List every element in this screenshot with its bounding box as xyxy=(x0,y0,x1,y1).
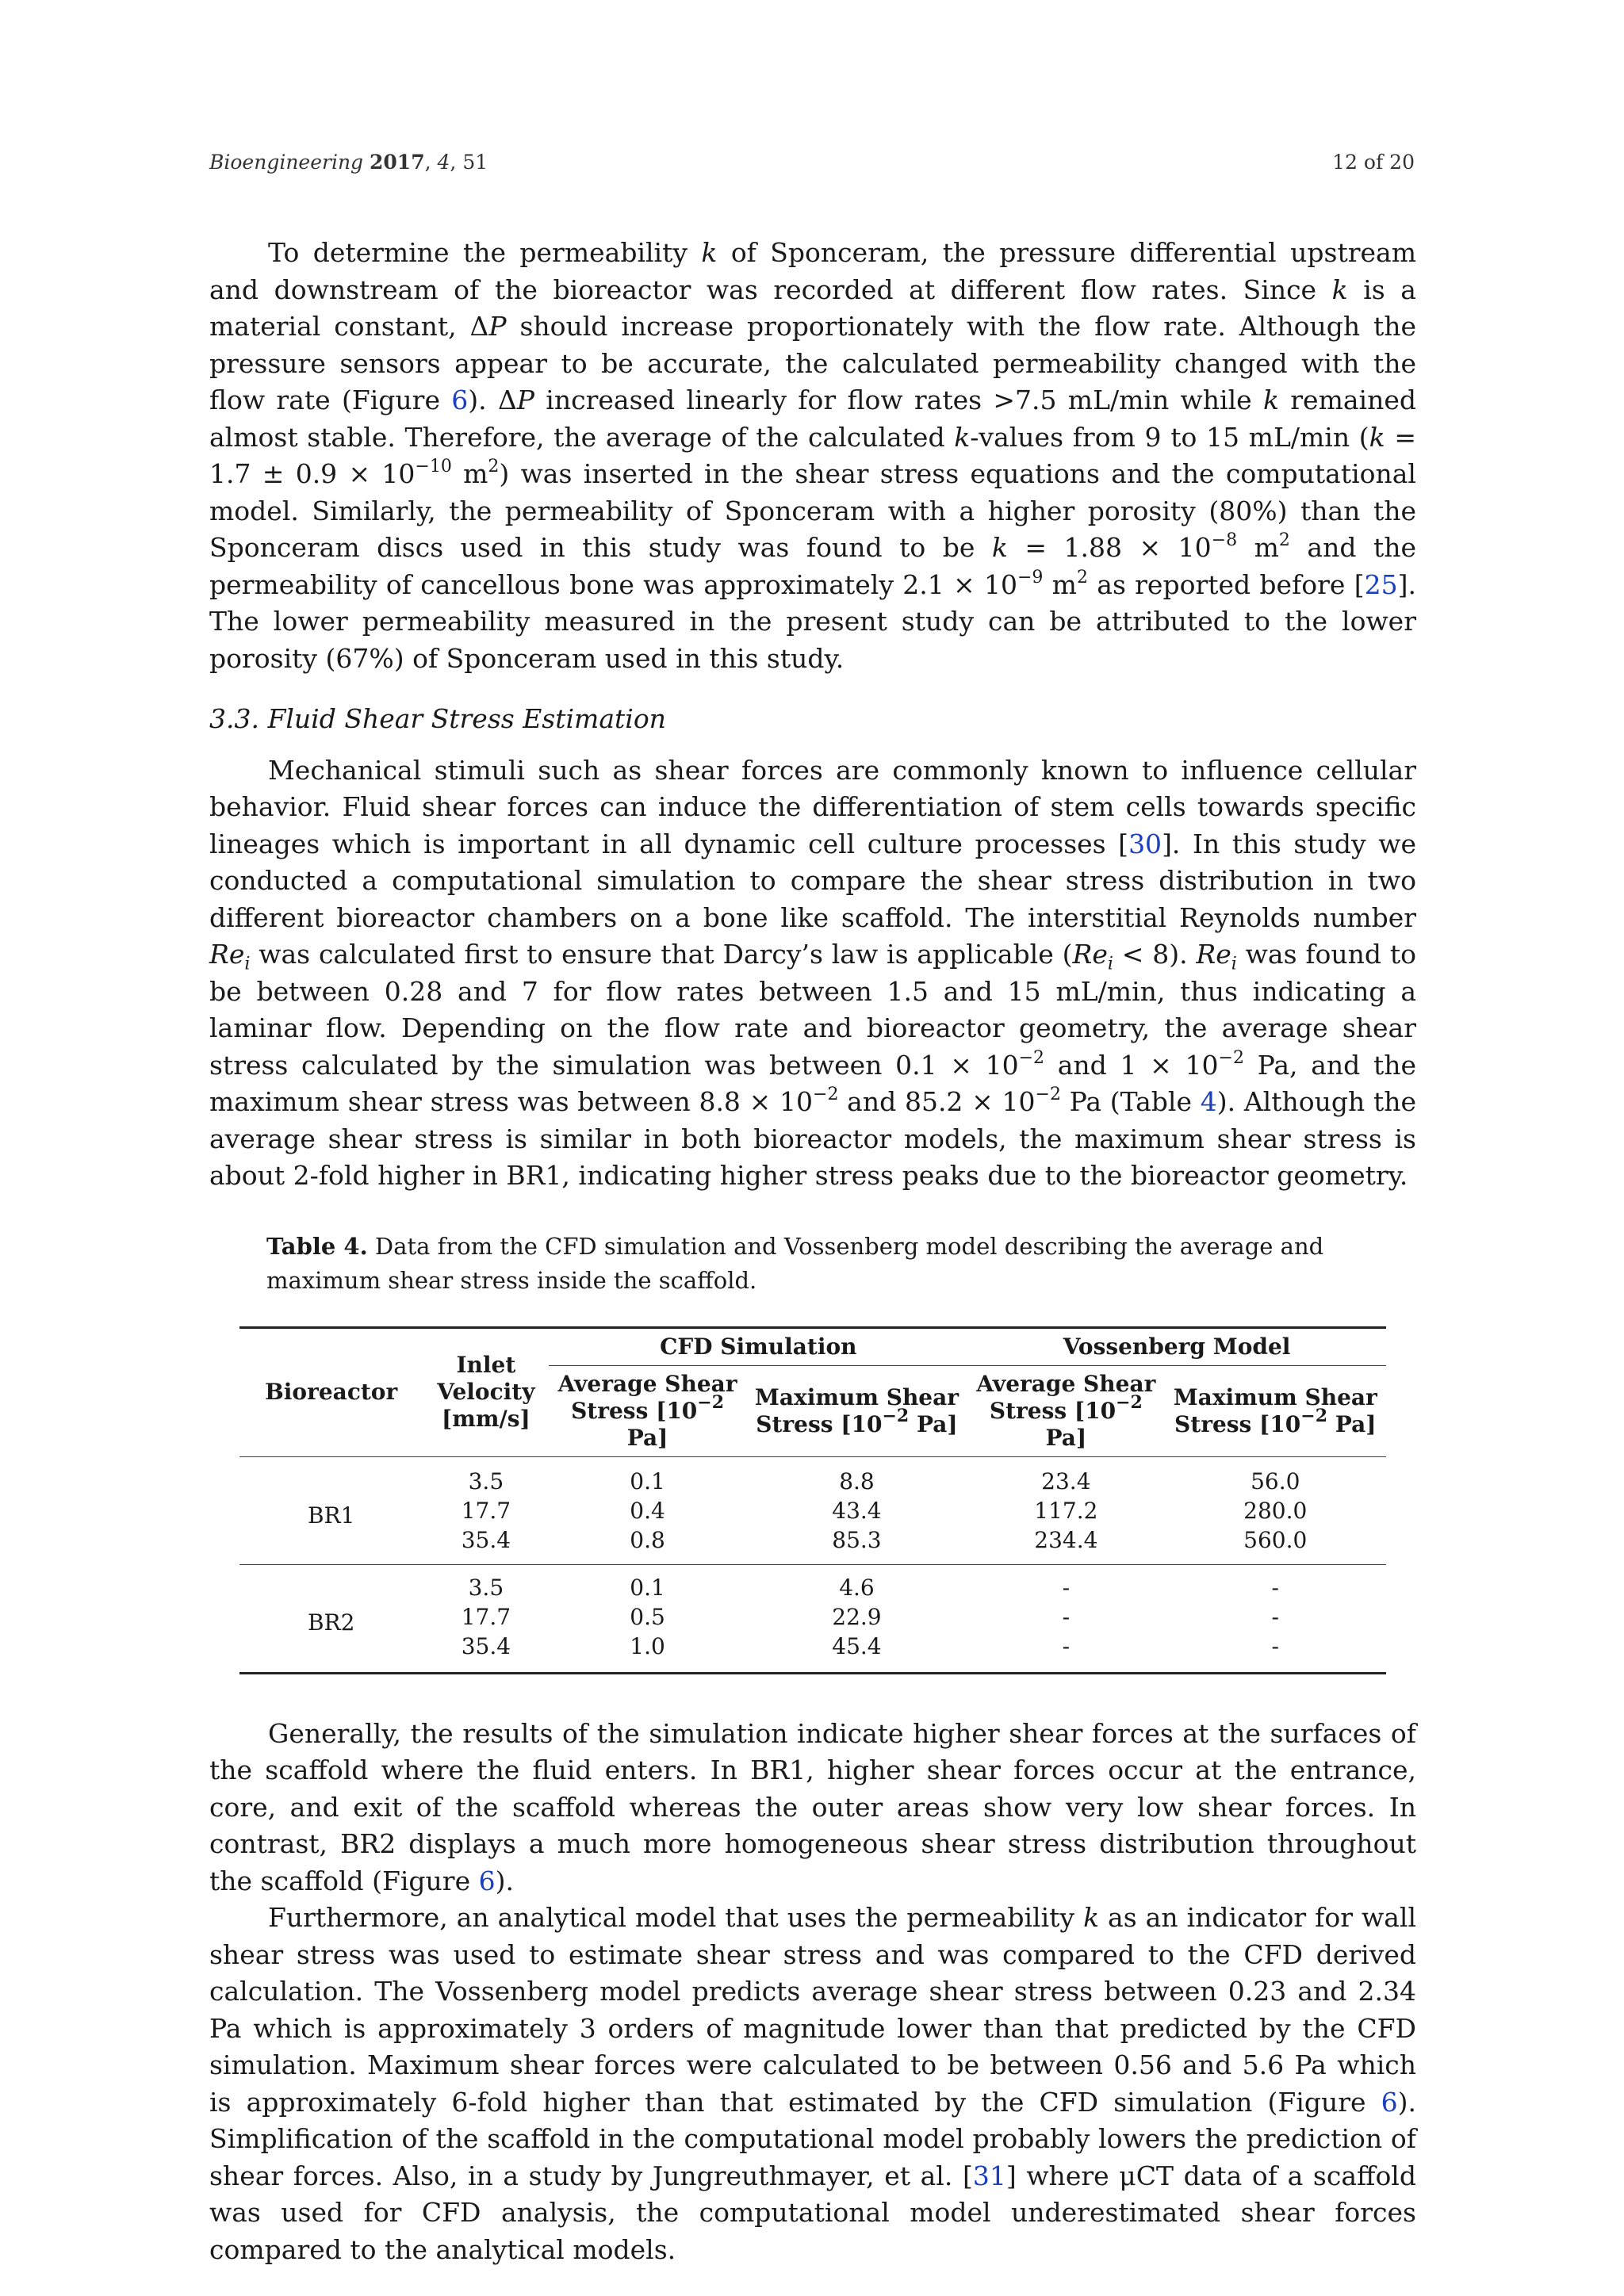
shear-stress-table xyxy=(239,1326,1386,1674)
column-header-vossenberg-average: Average Shear Stress [$10^{-2}$ Pa] xyxy=(967,1365,1164,1456)
table-caption: Table 4. Data from the CFD simulation and Vossenberg model describing the average and maximum shear stress inside the scaffold. xyxy=(266,1232,1324,1294)
figure-link[interactable]: 6 xyxy=(451,385,469,415)
article-number: 51 xyxy=(462,151,488,174)
figure-link[interactable]: 6 xyxy=(478,1865,496,1896)
paragraph-shear-stress: Mechanical stimuli such as shear forces are commonly known to influence cellular behavior. Fluid shear forces can induce the differentiation of stem cells towards specific lineages which is important in all dynamic cell culture processes [30]. In this study we conducted a computational simulation to compare the shear stress distribution in two different bioreactor chambers on a bone like scaffold. The interstitial Reynolds number $Re_i$ was calculated first to ensure that Darcy’s law is applicable $(Re_i < 8)$. $Re_i$ was found to be between 0.28 and 7 for flow rates between 1.5 and 15 mL/min, thus indicating a laminar flow. Depending on the flow rate and bioreactor geometry, the average shear stress calculated by the simulation was between $0.1 \times 10^{-2}$ and $1 \times 10^{-2}$ Pa, and the maximum shear stress was between $8.8 \times 10^{-2}$ and $85.2 \times 10^{-2}$ Pa (Table 4). Although the average shear stress is similar in both bioreactor models, the maximum shear stress is about 2-fold higher in BR1, indicating higher stress peaks due to the bioreactor geometry. xyxy=(209,754,1417,1191)
journal-name: Bioengineering xyxy=(209,151,364,174)
journal-citation: Bioengineering 2017, 4, 51 xyxy=(209,151,488,174)
paragraph-results: Generally, the results of the simulation indicate higher shear forces at the surfaces of the scaffold where the fluid enters. In BR1, higher shear forces occur at the entrance, core, and exit of the scaffold whereas the outer areas show very low shear forces. In contrast, BR2 displays a much more homogeneous shear stress distribution throughout the scaffold (Figure 6). xyxy=(209,1717,1416,1896)
table-row: 35.4 1.0 45.4 - - xyxy=(461,1632,1279,1659)
section-heading: 3.3. Fluid Shear Stress Estimation xyxy=(209,703,666,734)
paragraph-permeability: To determine the permeability k of Sponceram, the pressure differential upstream and downstream of the bioreactor was recorded at different flow rates. Since k is a material constant, ΔP should increase proportionately with the flow rate. Although the pressure sensors appear to be accurate, the calculated permeability changed with the flow rate (Figure 6). ΔP increased linearly for flow rates >7.5 mL/min while k remained almost stable. Therefore, the average of the calculated k-values from 9 to 15 mL/min ($k = 1.7 \pm 0.9 \times 10^{-10}$ $m^2$) was inserted in the shear stress equations and the computational model. Similarly, the permeability of Sponceram with a higher porosity (80%) than the Sponceram discs used in this study was found to be $k = 1.88 \times 10^{-8}$ $m^2$ and the permeability of cancellous bone was approximately $2.1 \times 10^{-9}$ $m^2$ as reported before [25]. The lower permeability measured in the present study can be attributed to the lower porosity (67%) of Sponceram used in this study. xyxy=(209,237,1417,674)
citation-link[interactable]: 25 xyxy=(1364,568,1398,600)
running-header xyxy=(209,151,1415,174)
column-header-vossenberg-maximum: Maximum Shear Stress [$10^{-2}$ Pa] xyxy=(1165,1365,1386,1456)
journal-volume: 4 xyxy=(437,151,450,174)
figure-link[interactable]: 6 xyxy=(1381,2086,1398,2118)
column-header-inlet-velocity: Inlet Velocity [mm/s] xyxy=(423,1327,549,1456)
table-link[interactable]: 4 xyxy=(1200,1086,1217,1117)
article-body xyxy=(209,235,1416,2268)
paragraph-analytical-model: Furthermore, an analytical model that uses the permeability k as an indicator for wall shear stress was used to estimate shear stress and was compared to the CFD derived calculation. The Vossenberg model predicts average shear stress between 0.23 and 2.34 Pa which is approximately 3 orders of magnitude lower than that predicted by the CFD simulation. Maximum shear forces were calculated to be between 0.56 and 5.6 Pa which is approximately 6-fold higher than that estimated by the CFD simulation (Figure 6). Simplification of the scaffold in the computational model probably lowers the prediction of shear forces. Also, in a study by Jungreuthmayer, et al. [31] where μCT data of a scaffold was used for CFD analysis, the computational model underestimated shear forces compared to the analytical models. xyxy=(209,1902,1417,2265)
column-header-cfd-maximum: Maximum Shear Stress [$10^{-2}$ Pa] xyxy=(746,1365,967,1456)
bioreactor-label: BR1 xyxy=(239,1456,423,1564)
citation-link[interactable]: 31 xyxy=(972,2160,1006,2191)
column-group-cfd: CFD Simulation xyxy=(549,1327,967,1365)
table-label: Table 4. xyxy=(266,1232,368,1260)
table-row: 17.7 0.4 43.4 117.2 280.0 xyxy=(461,1497,1308,1524)
column-header-bioreactor: Bioreactor xyxy=(239,1327,423,1456)
column-group-vossenberg: Vossenberg Model xyxy=(967,1327,1386,1365)
journal-year: 2017 xyxy=(370,151,425,174)
citation-link[interactable]: 30 xyxy=(1128,828,1162,859)
column-header-cfd-average: Average Shear Stress [$10^{-2}$ Pa] xyxy=(549,1365,745,1456)
table-group-br1 xyxy=(239,1456,1386,1564)
table-row: 17.7 0.5 22.9 - - xyxy=(461,1603,1279,1630)
page-number: 12 of 20 xyxy=(1332,151,1415,174)
table-row: 35.4 0.8 85.3 234.4 560.0 xyxy=(239,1525,1386,1565)
table-row: BR1 3.5 0.1 8.8 23.4 56.0 xyxy=(239,1456,1386,1496)
bioreactor-label: BR2 xyxy=(307,1609,355,1636)
table-group-br2 xyxy=(239,1564,1386,1673)
table-row: BR2 3.5 0.1 4.6 - - xyxy=(239,1564,1386,1602)
